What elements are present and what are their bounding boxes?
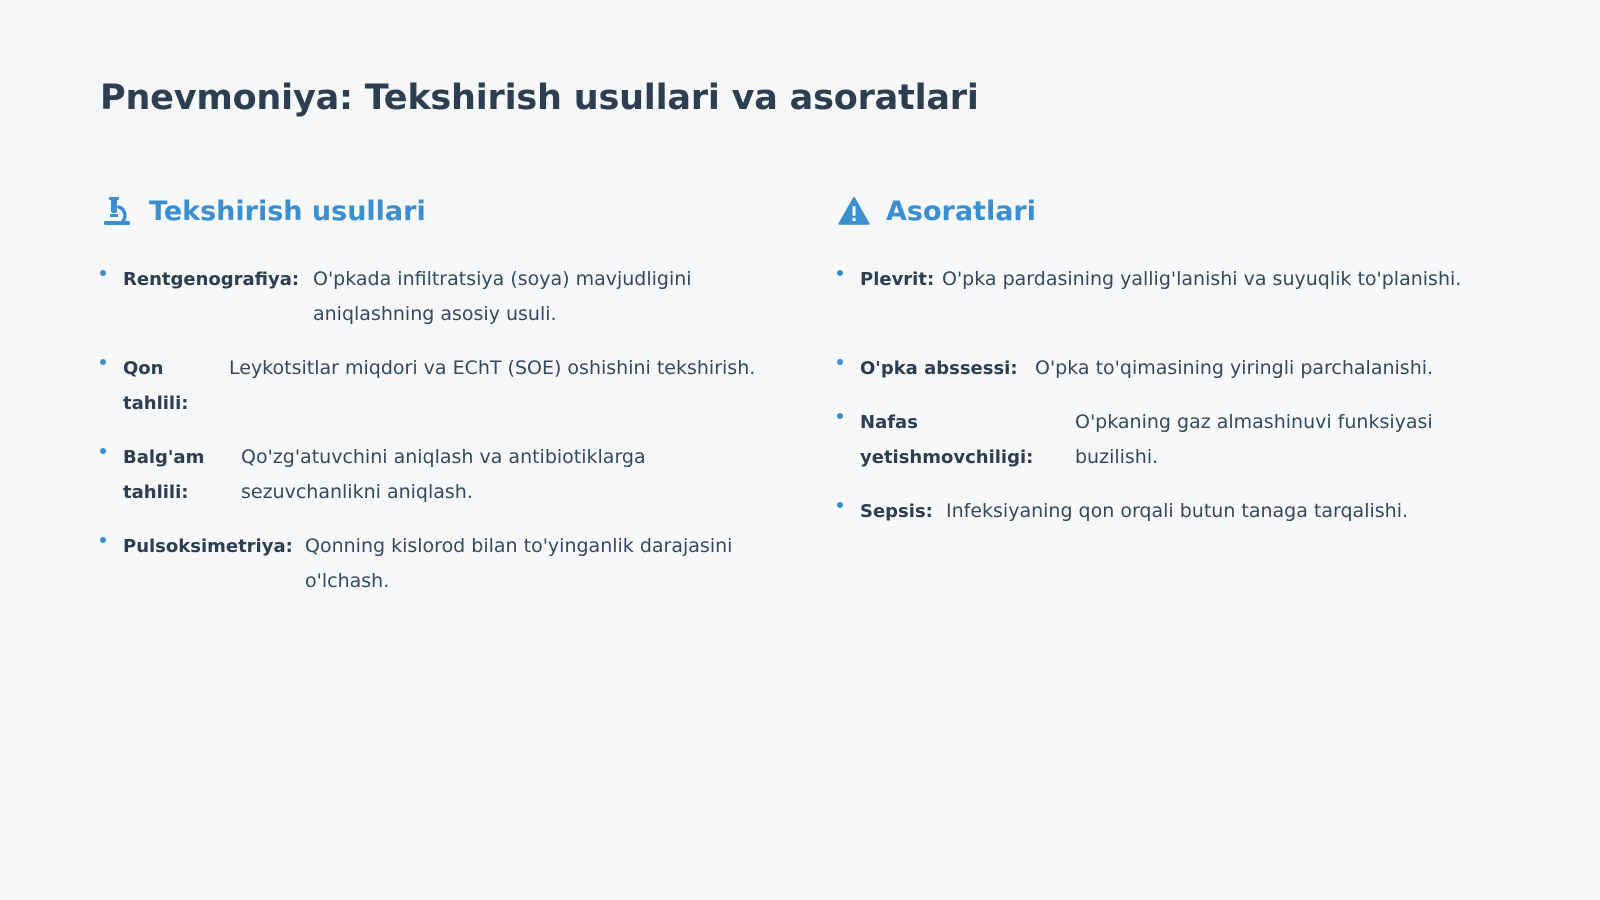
page-title: Pnevmoniya: Tekshirish usullari va asoratlari <box>100 78 979 118</box>
diagnostics-section <box>100 190 760 618</box>
item-term: O'pka abssessi: <box>860 358 1018 379</box>
list-item <box>837 351 1497 386</box>
complications-section <box>837 190 1497 548</box>
item-term: Rentgenografiya: <box>123 269 300 290</box>
warning-triangle-icon <box>837 194 871 228</box>
bullet-dot <box>837 359 843 365</box>
list-item <box>100 529 760 599</box>
list-item <box>837 405 1497 475</box>
item-description: Qo'zg'atuvchini aniqlash va antibiotiklarga sezuvchanlikni aniqlash. <box>241 446 646 503</box>
item-description: O'pkaning gaz almashinuvi funksiyasi buzilishi. <box>1075 411 1433 468</box>
bullet-dot <box>100 270 106 276</box>
item-description: O'pka to'qimasining yiringli parchalanishi. <box>1035 357 1434 379</box>
item-description: O'pka pardasining yallig'lanishi va suyuqlik to'planishi. <box>942 268 1462 290</box>
diagnostics-heading: Tekshirish usullari <box>149 195 426 227</box>
item-description: Leykotsitlar miqdori va EChT (SOE) oshishini tekshirish. <box>229 357 756 379</box>
diagnostics-header <box>100 190 760 232</box>
list-item <box>100 351 760 421</box>
list-item <box>100 262 760 332</box>
microscope-icon <box>100 194 134 228</box>
list-item <box>100 440 760 510</box>
item-description: O'pkada infiltratsiya (soya) mavjudligini aniqlashning asosiy usuli. <box>313 268 692 325</box>
item-term: Plevrit: <box>860 269 935 290</box>
bullet-dot <box>837 413 843 419</box>
item-term: Pulsoksimetriya: <box>123 536 293 557</box>
item-description: Infeksiyaning qon orqali butun tanaga tarqalishi. <box>946 500 1409 522</box>
item-description: Qonning kislorod bilan to'yinganlik darajasini o'lchash. <box>305 535 733 592</box>
list-item <box>837 262 1497 297</box>
item-term: Qon tahlili: <box>123 358 189 414</box>
item-term: Sepsis: <box>860 501 933 522</box>
bullet-dot <box>100 537 106 543</box>
complications-heading: Asoratlari <box>886 195 1037 227</box>
item-term: Balg'am tahlili: <box>123 447 205 503</box>
bullet-dot <box>100 448 106 454</box>
bullet-dot <box>837 502 843 508</box>
bullet-dot <box>100 359 106 365</box>
complications-list <box>837 262 1497 529</box>
complications-header <box>837 190 1497 232</box>
list-item <box>837 494 1497 529</box>
diagnostics-list <box>100 262 760 599</box>
bullet-dot <box>837 270 843 276</box>
item-term: Nafas yetishmovchiligi: <box>860 412 1034 468</box>
